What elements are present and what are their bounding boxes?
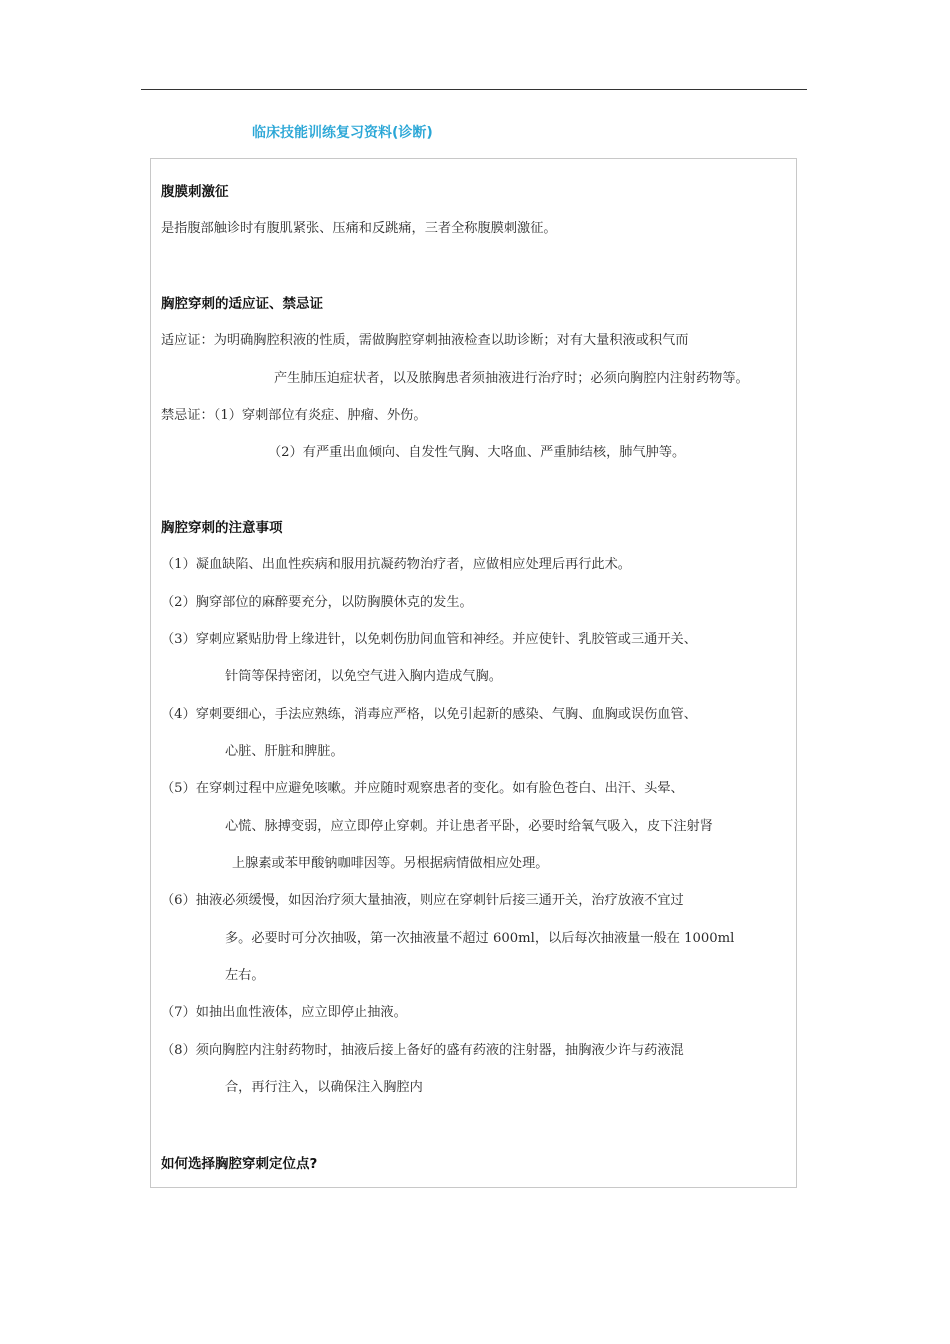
indication-line-1: 适应证：为明确胸腔积液的性质，需做胸腔穿刺抽液检查以助诊断；对有大量积液或积气而 xyxy=(161,333,689,348)
precaution-line: （7）如抽出血性液体，应立即停止抽液。 xyxy=(161,1005,407,1020)
heading-precautions: 胸腔穿刺的注意事项 xyxy=(161,520,283,536)
precaution-line: 合，再行注入，以确保注入胸腔内 xyxy=(225,1080,423,1095)
precaution-line: 多。必要时可分次抽吸，第一次抽液量不超过 600ml，以后每次抽液量一般在 1000ml xyxy=(225,931,735,946)
heading-peritoneal-irritation: 腹膜刺激征 xyxy=(161,184,229,200)
document-title: 临床技能训练复习资料(诊断) xyxy=(252,125,433,141)
peritoneal-definition: 是指腹部触诊时有腹肌紧张、压痛和反跳痛，三者全称腹膜刺激征。 xyxy=(161,221,557,236)
precaution-line: （2）胸穿部位的麻醉要充分，以防胸膜休克的发生。 xyxy=(161,595,473,610)
contraindication-line-2: （2）有严重出血倾向、自发性气胸、大咯血、严重肺结核，肺气肿等。 xyxy=(268,445,686,460)
precaution-line: （6）抽液必须缓慢，如因治疗须大量抽液，则应在穿刺针后接三通开关，治疗放液不宜过 xyxy=(161,893,684,908)
precaution-line: （5）在穿刺过程中应避免咳嗽。并应随时观察患者的变化。如有脸色苍白、出汗、头晕、 xyxy=(161,781,684,796)
precaution-line: 心慌、脉搏变弱，应立即停止穿刺。并让患者平卧，必要时给氧气吸入，皮下注射肾 xyxy=(225,819,713,834)
indication-line-2: 产生肺压迫症状者，以及脓胸患者须抽液进行治疗时；必须向胸腔内注射药物等。 xyxy=(274,371,749,386)
precaution-line: （4）穿刺要细心，手法应熟练，消毒应严格，以免引起新的感染、气胸、血胸或误伤血管、 xyxy=(161,707,697,722)
precaution-line: （8）须向胸腔内注射药物时，抽液后接上备好的盛有药液的注射器，抽胸液少许与药液混 xyxy=(161,1043,684,1058)
precaution-line: 上腺素或苯甲酸钠咖啡因等。另根据病情做相应处理。 xyxy=(232,856,549,871)
header-rule xyxy=(141,89,807,90)
heading-indications: 胸腔穿刺的适应证、禁忌证 xyxy=(161,296,323,312)
contraindication-line-1: 禁忌证：（1）穿刺部位有炎症、肿瘤、外伤。 xyxy=(161,408,427,423)
precaution-line: 心脏、肝脏和脾脏。 xyxy=(225,744,344,759)
precaution-line: 左右。 xyxy=(225,968,265,983)
precaution-line: 针筒等保持密闭，以免空气进入胸内造成气胸。 xyxy=(225,669,502,684)
heading-puncture-location: 如何选择胸腔穿刺定位点? xyxy=(161,1156,318,1172)
precaution-line: （3）穿刺应紧贴肋骨上缘进针，以免刺伤肋间血管和神经。并应使针、乳胶管或三通开关、 xyxy=(161,632,697,647)
precaution-line: （1）凝血缺陷、出血性疾病和服用抗凝药物治疗者，应做相应处理后再行此术。 xyxy=(161,557,631,572)
